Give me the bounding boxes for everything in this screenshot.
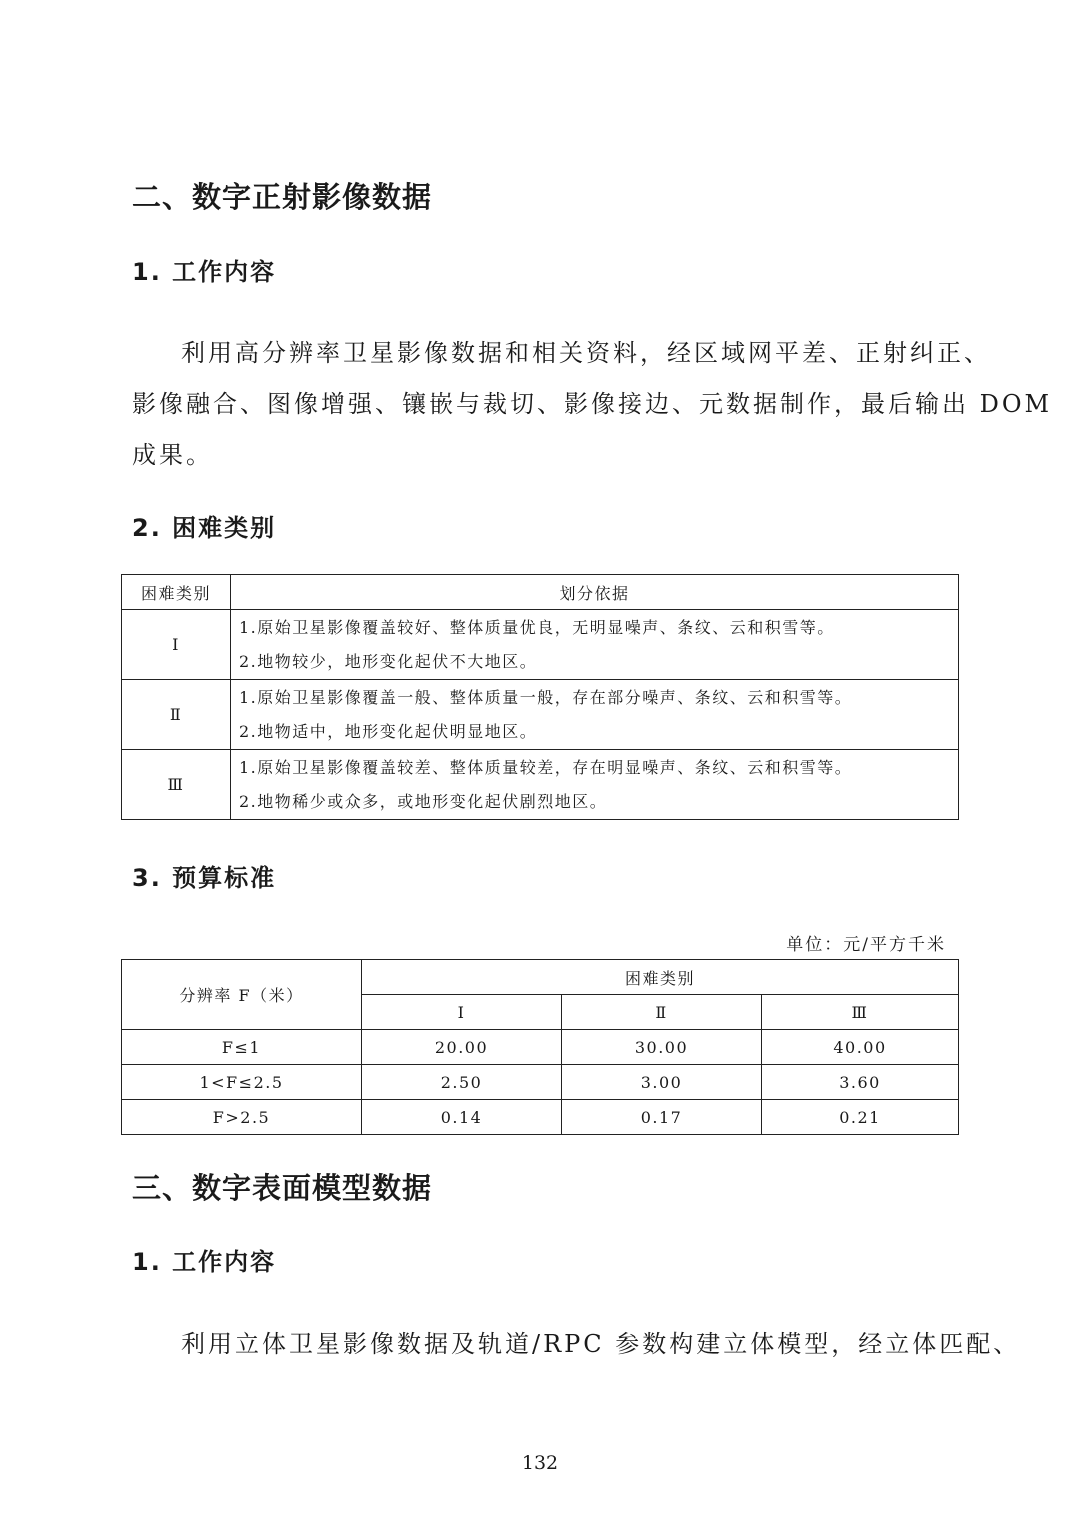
- budget-table: [121, 959, 959, 1135]
- table-header-row: [122, 575, 959, 610]
- table-header-cell: 困难类别: [122, 575, 231, 610]
- class-header-cell: Ⅰ: [362, 995, 562, 1030]
- subsection-heading: 3. 预算标准: [132, 864, 277, 892]
- table-row: [122, 680, 959, 750]
- difficulty-class-cell: Ⅲ: [122, 750, 231, 820]
- price-cell: 0.14: [362, 1100, 562, 1135]
- paragraph-line: 利用高分辨率卫星影像数据和相关资料，经区域网平差、正射纠正、: [181, 339, 991, 367]
- subsection-heading: 1. 工作内容: [132, 258, 277, 286]
- price-cell: 2.50: [362, 1065, 562, 1100]
- resolution-cell: F>2.5: [122, 1100, 362, 1135]
- section-heading: 三、数字表面模型数据: [132, 1171, 433, 1205]
- criteria-cell: [231, 610, 959, 680]
- subsection-heading: 1. 工作内容: [132, 1248, 277, 1276]
- table-header-row: [122, 960, 959, 995]
- price-cell: 30.00: [562, 1030, 762, 1065]
- difficulty-class-cell: Ⅰ: [122, 610, 231, 680]
- criteria-line: 2.地物较少，地形变化起伏不大地区。: [239, 651, 538, 671]
- section-heading: 二、数字正射影像数据: [132, 180, 433, 214]
- resolution-header-cell: 分辨率 F（米）: [122, 960, 362, 1030]
- price-cell: 20.00: [362, 1030, 562, 1065]
- criteria-line: 1.原始卫星影像覆盖一般、整体质量一般，存在部分噪声、条纹、云和积雪等。: [239, 687, 853, 707]
- page-number: 132: [521, 1452, 559, 1474]
- criteria-line: 2.地物稀少或众多，或地形变化起伏剧烈地区。: [239, 791, 608, 811]
- price-cell: 3.60: [762, 1065, 959, 1100]
- class-header-cell: Ⅱ: [562, 995, 762, 1030]
- table-row: [122, 1065, 959, 1100]
- price-cell: 3.00: [562, 1065, 762, 1100]
- subsection-heading: 2. 困难类别: [132, 514, 277, 542]
- price-cell: 0.17: [562, 1100, 762, 1135]
- paragraph-line: 影像融合、图像增强、镶嵌与裁切、影像接边、元数据制作，最后输出 DOM: [132, 390, 1053, 418]
- criteria-line: 1.原始卫星影像覆盖较差、整体质量较差，存在明显噪声、条纹、云和积雪等。: [239, 757, 853, 777]
- table-header-cell: 划分依据: [231, 575, 959, 610]
- table-row: [122, 1100, 959, 1135]
- criteria-line: 1.原始卫星影像覆盖较好、整体质量优良，无明显噪声、条纹、云和积雪等。: [239, 617, 835, 637]
- table-row: [122, 610, 959, 680]
- price-cell: 40.00: [762, 1030, 959, 1065]
- class-header-cell: Ⅲ: [762, 995, 959, 1030]
- criteria-line: 2.地物适中，地形变化起伏明显地区。: [239, 721, 538, 741]
- price-cell: 0.21: [762, 1100, 959, 1135]
- criteria-cell: [231, 680, 959, 750]
- difficulty-class-cell: Ⅱ: [122, 680, 231, 750]
- difficulty-table: [121, 574, 959, 820]
- paragraph-line: 成果。: [132, 441, 213, 469]
- paragraph-line: 利用立体卫星影像数据及轨道/RPC 参数构建立体模型，经立体匹配、: [181, 1330, 1021, 1358]
- table-row: [122, 750, 959, 820]
- table-row: [122, 1030, 959, 1065]
- resolution-cell: 1<F≤2.5: [122, 1065, 362, 1100]
- resolution-cell: F≤1: [122, 1030, 362, 1065]
- criteria-cell: [231, 750, 959, 820]
- unit-label: 单位：元/平方千米: [786, 935, 946, 955]
- difficulty-header-cell: 困难类别: [362, 960, 959, 995]
